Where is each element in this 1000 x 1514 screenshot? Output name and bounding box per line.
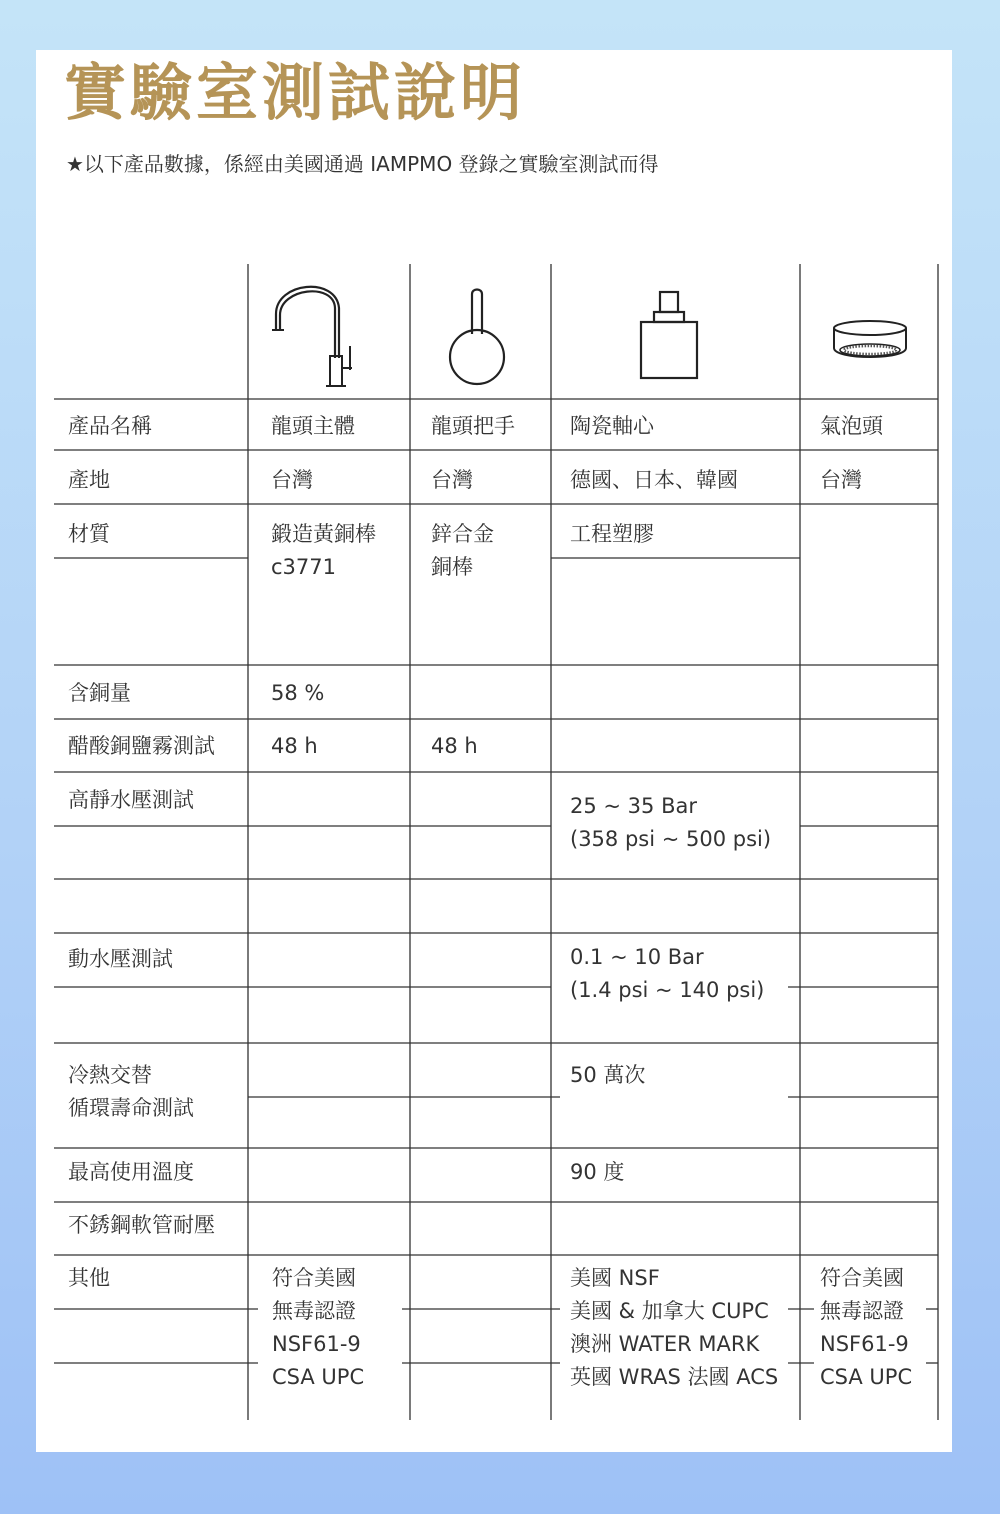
cell-material-body: 鍛造黃銅棒 c3771 — [271, 522, 376, 579]
cell-origin-handle: 台灣 — [431, 468, 473, 492]
row-label-copper-content: 含銅量 — [68, 681, 131, 705]
lab-test-card — [36, 50, 952, 1452]
cell-max-temperature-cartridge: 90 度 — [570, 1160, 625, 1184]
cell-thermal-cycle-cartridge: 50 萬次 — [570, 1063, 646, 1087]
row-label-salt-spray: 醋酸銅鹽霧測試 — [68, 734, 215, 758]
ceramic-cartridge-icon — [636, 290, 702, 382]
cell-salt-spray-body: 48 h — [271, 734, 318, 758]
cell-faucet-body: 龍頭主體 — [271, 414, 355, 438]
cell-copper-body: 58 % — [271, 681, 325, 705]
cell-other-aerator: 符合美國 無毒認證 NSF61-9 CSA UPC — [820, 1266, 913, 1389]
row-label-hose-pressure: 不銹鋼軟管耐壓 — [68, 1213, 215, 1237]
cell-dynamic-pressure-cartridge: 0.1 ~ 10 Bar (1.4 psi ~ 140 psi) — [570, 941, 776, 1007]
cell-salt-spray-handle: 48 h — [431, 734, 478, 758]
row-label-static-pressure: 高靜水壓測試 — [68, 788, 194, 812]
cell-aerator: 氣泡頭 — [820, 414, 883, 438]
cell-material-cartridge: 工程塑膠 — [570, 522, 654, 546]
page-title: 實驗室測試說明 — [64, 56, 527, 129]
page-subtitle: ★以下產品數據，係經由美國通過 IAMPMO 登錄之實驗室測試而得 — [66, 152, 659, 176]
row-label-thermal-cycle: 冷熱交替 循環壽命測試 — [68, 1063, 194, 1120]
cell-other-body: 符合美國 無毒認證 NSF61-9 CSA UPC — [272, 1266, 365, 1389]
aerator-icon — [830, 318, 910, 368]
cell-other-cartridge: 美國 NSF 美國 & 加拿大 CUPC 澳洲 WATER MARK 英國 WRAS 法國 ACS — [570, 1266, 779, 1389]
row-label-other: 其他 — [68, 1266, 110, 1290]
faucet-handle-icon — [444, 286, 510, 388]
cell-material-handle: 鋅合金 銅棒 — [431, 522, 494, 579]
cell-faucet-handle: 龍頭把手 — [431, 414, 515, 438]
cell-origin-cartridge: 德國、日本、韓國 — [570, 468, 738, 492]
row-label-product-name: 產品名稱 — [68, 414, 152, 438]
row-label-material: 材質 — [68, 522, 110, 546]
cell-static-pressure-cartridge: 25 ~ 35 Bar (358 psi ~ 500 psi) — [570, 790, 783, 856]
row-label-max-temperature: 最高使用溫度 — [68, 1160, 194, 1184]
cell-origin-body: 台灣 — [271, 468, 313, 492]
faucet-icon — [264, 278, 364, 394]
cell-ceramic-cartridge: 陶瓷軸心 — [570, 414, 654, 438]
row-label-dynamic-pressure: 動水壓測試 — [68, 947, 173, 971]
cell-origin-aerator: 台灣 — [820, 468, 862, 492]
row-label-origin: 產地 — [68, 468, 110, 492]
